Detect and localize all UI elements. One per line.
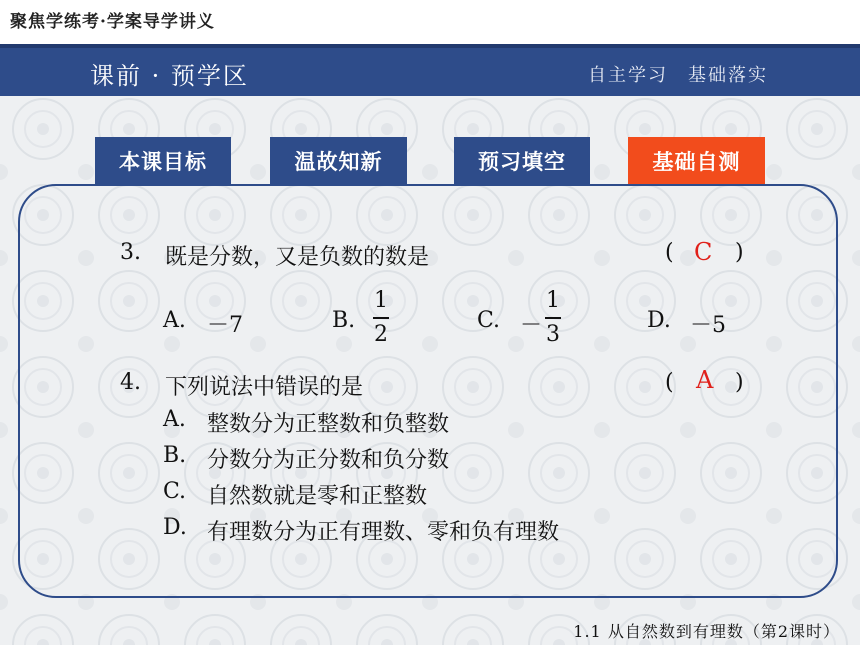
q4-option-b-label: B.	[163, 443, 187, 468]
fraction-bar	[545, 317, 561, 319]
q4-stem: 下列说法中错误的是	[165, 375, 364, 400]
q4-number: 4.	[120, 370, 141, 395]
q4-option-a-label: A.	[163, 407, 186, 432]
fraction-bar	[373, 317, 389, 319]
banner-title: 课前 · 预学区	[90, 62, 249, 90]
q4-option-c-text: 自然数就是零和正整数	[207, 484, 428, 509]
q4-option-a-text: 整数分为正整数和负整数	[207, 412, 450, 437]
fraction-denominator: 2	[374, 322, 388, 347]
q4-option-d-text: 有理数分为正有理数、零和负有理数	[207, 520, 560, 545]
lesson-footer: 1.1 从自然数到有理数（第2课时）	[573, 622, 840, 641]
q3-option-b-fraction	[373, 287, 389, 349]
q3-stem: 既是分数，又是负数的数是	[165, 245, 430, 270]
q3-option-b-label: B.	[332, 308, 356, 333]
q3-answer: C	[694, 238, 713, 266]
q3-option-a-label: A.	[163, 308, 186, 333]
fraction-numerator: 1	[546, 288, 560, 313]
tab-course-goals[interactable]: 本课目标	[95, 137, 231, 185]
q4-option-c-label: C.	[163, 479, 187, 504]
q3-number: 3.	[120, 240, 141, 265]
tab-review[interactable]: 温故知新	[270, 137, 407, 185]
q3-paren-close: )	[735, 240, 744, 265]
q3-paren-open: (	[665, 240, 674, 265]
tab-preview-fill[interactable]: 预习填空	[454, 137, 590, 185]
brand-title: 聚焦学练考·学案导学讲义	[10, 12, 215, 32]
fraction-numerator: 1	[374, 288, 388, 313]
q3-option-d-label: D.	[647, 308, 671, 333]
q3-option-c-label: C.	[477, 308, 501, 333]
q4-answer: A	[696, 366, 714, 394]
header-strip	[0, 0, 860, 44]
banner-subtitle: 自主学习 基础落实	[588, 65, 768, 86]
q4-paren-close: )	[735, 370, 744, 395]
q4-option-d-label: D.	[163, 515, 187, 540]
q3-option-d-value: －5	[690, 313, 726, 338]
fraction-denominator: 3	[546, 322, 560, 347]
q3-option-c-sign: －	[520, 313, 543, 338]
q3-option-c-fraction	[545, 287, 561, 349]
q4-paren-open: (	[665, 370, 674, 395]
section-banner	[0, 44, 860, 96]
q3-option-a-value: －7	[207, 313, 243, 338]
q4-option-b-text: 分数分为正分数和负分数	[207, 448, 450, 473]
tab-self-test[interactable]: 基础自测	[628, 137, 765, 185]
